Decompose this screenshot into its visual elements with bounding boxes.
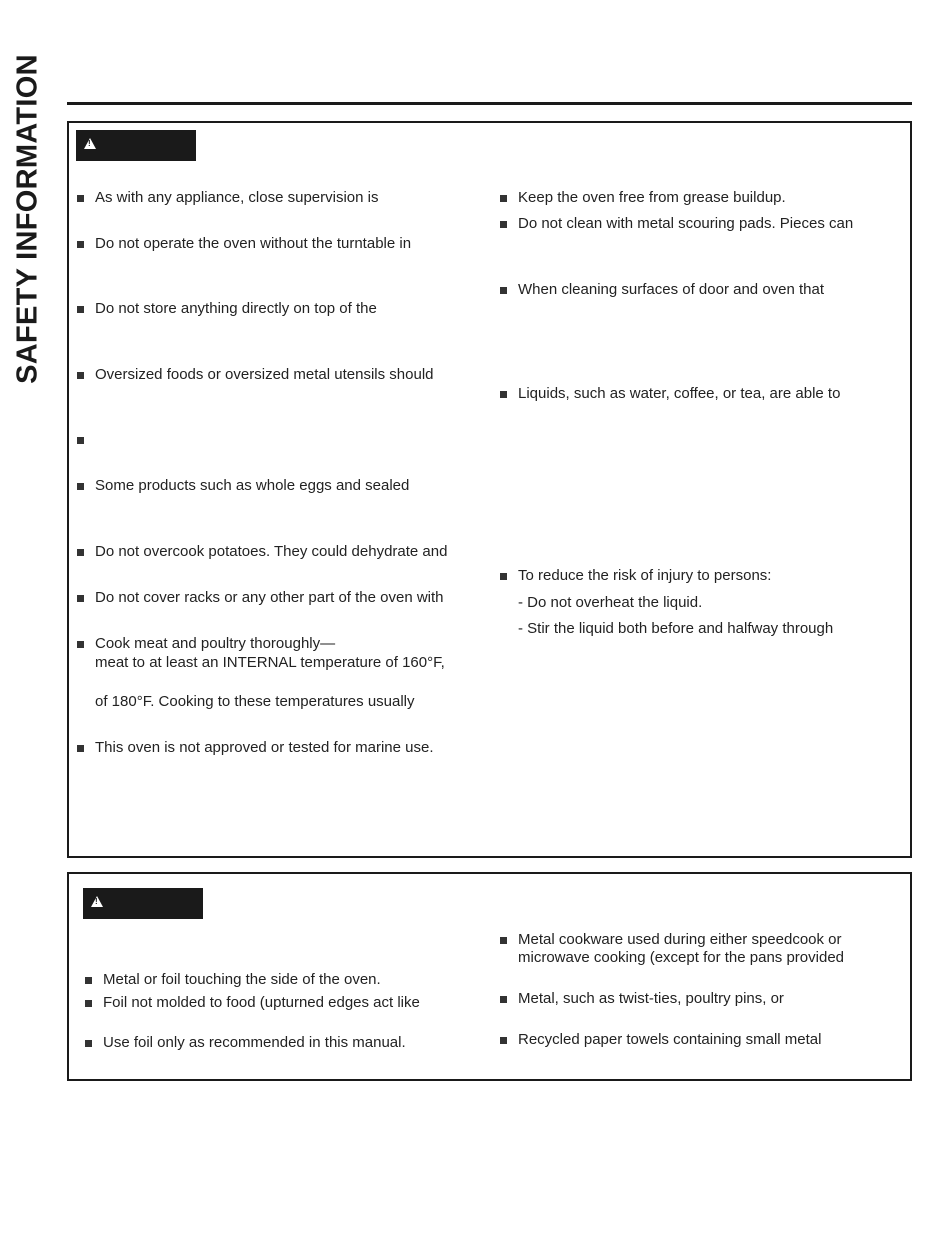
safety-text-line: Metal, such as twist-ties, poultry pins, or xyxy=(518,990,784,1007)
bullet-icon xyxy=(85,1040,92,1047)
safety-text-line: Do not cover racks or any other part of the oven with xyxy=(95,589,444,606)
safety-text-line: meat to at least an INTERNAL temperature of 160°F, xyxy=(95,654,445,671)
warning-label-1 xyxy=(76,130,196,161)
safety-text-line: Do not store anything directly on top of the xyxy=(95,300,377,317)
bullet-icon xyxy=(500,391,507,398)
safety-text-line: Use foil only as recommended in this manual. xyxy=(103,1034,406,1051)
safety-text-line: Metal cookware used during either speedcook or xyxy=(518,931,842,948)
header-rule xyxy=(67,102,912,105)
safety-text-line: This oven is not approved or tested for marine use. xyxy=(95,739,434,756)
bullet-icon xyxy=(77,745,84,752)
safety-text-line: Some products such as whole eggs and sealed xyxy=(95,477,410,494)
bullet-icon xyxy=(77,437,84,444)
bullet-icon xyxy=(77,483,84,490)
safety-text-line: Foil not molded to food (upturned edges act like xyxy=(103,994,420,1011)
bullet-icon xyxy=(500,573,507,580)
warning-triangle-icon xyxy=(91,896,103,907)
safety-text-line: Cook meat and poultry thoroughly— xyxy=(95,635,336,652)
safety-text-line: - Do not overheat the liquid. xyxy=(518,594,703,611)
safety-text-line: Do not overcook potatoes. They could dehydrate and xyxy=(95,543,448,560)
bullet-icon xyxy=(77,549,84,556)
bullet-icon xyxy=(500,996,507,1003)
safety-text-line: Do not clean with metal scouring pads. Pieces can xyxy=(518,215,854,232)
bullet-icon xyxy=(500,195,507,202)
safety-text-line: Recycled paper towels containing small metal xyxy=(518,1031,822,1048)
bullet-icon xyxy=(77,595,84,602)
safety-text-line: Liquids, such as water, coffee, or tea, are able to xyxy=(518,385,841,402)
bullet-icon xyxy=(500,937,507,944)
bullet-icon xyxy=(500,287,507,294)
safety-text-line: Metal or foil touching the side of the oven. xyxy=(103,971,381,988)
safety-text-line: As with any appliance, close supervision is xyxy=(95,189,379,206)
bullet-icon xyxy=(77,306,84,313)
bullet-icon xyxy=(85,977,92,984)
warning-label-2 xyxy=(83,888,203,919)
safety-text-line: microwave cooking (except for the pans provided xyxy=(518,949,845,966)
safety-text-line: Oversized foods or oversized metal utensils should xyxy=(95,366,434,383)
warning-triangle-icon xyxy=(84,138,96,149)
safety-text-line: When cleaning surfaces of door and oven that xyxy=(518,281,825,298)
bullet-icon xyxy=(77,195,84,202)
safety-text-line: To reduce the risk of injury to persons: xyxy=(518,567,772,584)
bullet-icon xyxy=(77,372,84,379)
bullet-icon xyxy=(500,221,507,228)
bullet-icon xyxy=(500,1037,507,1044)
safety-text-line: Keep the oven free from grease buildup. xyxy=(518,189,786,206)
safety-text-line: Do not operate the oven without the turntable in xyxy=(95,235,412,252)
bullet-icon xyxy=(77,241,84,248)
safety-text-line: of 180°F. Cooking to these temperatures usually xyxy=(95,693,415,710)
bullet-icon xyxy=(77,641,84,648)
bullet-icon xyxy=(85,1000,92,1007)
safety-text-line: - Stir the liquid both before and halfway through xyxy=(518,620,834,637)
section-title: SAFETY INFORMATION xyxy=(11,54,44,384)
